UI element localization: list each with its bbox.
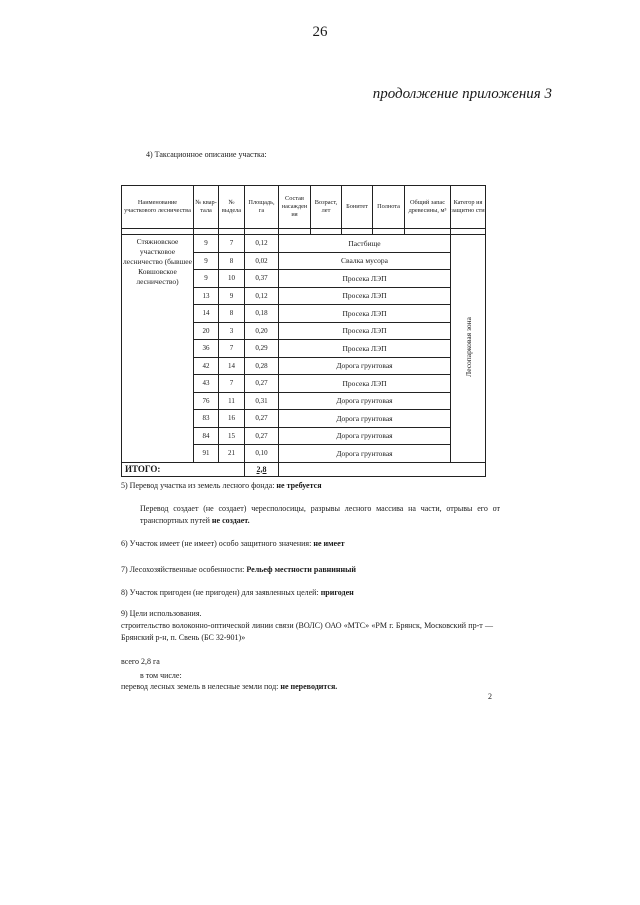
appendix-subtitle: продолжение приложения 3 xyxy=(372,86,552,102)
area-cell: 0,20 xyxy=(245,322,279,340)
item-6-value: не имеет xyxy=(313,539,345,548)
including-line: в том числе: xyxy=(140,671,182,680)
transfer-line xyxy=(121,681,481,693)
header-cell: Состав насажден ия xyxy=(279,186,311,229)
item-9-title: 9) Цели использования. xyxy=(121,609,202,618)
plot-cell: 3 xyxy=(219,322,245,340)
land-category-cell: Просека ЛЭП xyxy=(279,322,451,340)
header-cell: Наименование участкового лесничества xyxy=(122,186,194,229)
plot-cell: 8 xyxy=(219,305,245,323)
land-category-cell: Просека ЛЭП xyxy=(279,287,451,305)
table-header-row xyxy=(122,186,486,229)
quarter-cell: 91 xyxy=(194,445,219,463)
plot-cell: 7 xyxy=(219,375,245,393)
total-label-cell: ИТОГО: xyxy=(122,462,245,476)
item-8-text: 8) Участок пригоден (не пригоден) для заявленных целей: xyxy=(121,588,321,597)
area-cell: 0,37 xyxy=(245,270,279,288)
area-cell: 0,02 xyxy=(245,252,279,270)
item-7-value: Рельеф местности равнинный xyxy=(246,565,356,574)
quarter-cell: 14 xyxy=(194,305,219,323)
land-category-cell: Просека ЛЭП xyxy=(279,375,451,393)
plot-cell: 16 xyxy=(219,410,245,428)
item-6 xyxy=(121,538,501,550)
area-cell: 0,12 xyxy=(245,287,279,305)
plot-cell: 8 xyxy=(219,252,245,270)
land-category-cell: Просека ЛЭП xyxy=(279,270,451,288)
forestry-name-cell: Стяжновское участковое лесничество (бывшее Ковшовское лесничество) xyxy=(122,235,194,463)
item-7 xyxy=(121,564,501,576)
quarter-cell: 13 xyxy=(194,287,219,305)
corner-number: 2 xyxy=(488,692,492,701)
land-category-cell: Дорога грунтовая xyxy=(279,445,451,463)
quarter-cell: 9 xyxy=(194,252,219,270)
item-5-text: 5) Перевод участка из земель лесного фонда: xyxy=(121,481,277,490)
header-cell: № квар-тала xyxy=(194,186,219,229)
total-area-cell: 2,8 xyxy=(245,462,279,476)
plot-cell: 21 xyxy=(219,445,245,463)
item-7-text: 7) Лесохозяйственные особенности: xyxy=(121,565,247,574)
land-category-cell: Пастбище xyxy=(279,235,451,253)
area-cell: 0,29 xyxy=(245,340,279,358)
quarter-cell: 83 xyxy=(194,410,219,428)
header-cell: № выдела xyxy=(219,186,245,229)
total-area-line: всего 2,8 га xyxy=(121,657,160,666)
transfer-text: перевод лесных земель в нелесные земли под: xyxy=(121,682,281,691)
land-category-cell: Дорога грунтовая xyxy=(279,410,451,428)
plot-cell: 9 xyxy=(219,287,245,305)
quarter-cell: 76 xyxy=(194,392,219,410)
item-6-text: 6) Участок имеет (не имеет) особо защитного значения: xyxy=(121,539,314,548)
header-cell: Возраст, лет xyxy=(311,186,342,229)
land-category-cell: Дорога грунтовая xyxy=(279,357,451,375)
land-category-cell: Просека ЛЭП xyxy=(279,305,451,323)
plot-cell: 7 xyxy=(219,235,245,253)
quarter-cell: 9 xyxy=(194,235,219,253)
quarter-cell: 43 xyxy=(194,375,219,393)
land-category-cell: Свалка мусора xyxy=(279,252,451,270)
transfer-value: не переводится. xyxy=(280,682,338,691)
plot-cell: 10 xyxy=(219,270,245,288)
area-cell: 0,10 xyxy=(245,445,279,463)
page-number: 26 xyxy=(312,24,328,40)
quarter-cell: 36 xyxy=(194,340,219,358)
protection-category-label: Лесопарковая зона xyxy=(463,317,473,378)
land-category-cell: Дорога грунтовая xyxy=(279,392,451,410)
item-5 xyxy=(121,480,501,492)
plot-cell: 7 xyxy=(219,340,245,358)
item-5-value: не требуется xyxy=(276,481,322,490)
quarter-cell: 9 xyxy=(194,270,219,288)
item-5-note-value: не создает. xyxy=(211,516,250,525)
total-row xyxy=(122,462,486,476)
area-cell: 0,28 xyxy=(245,357,279,375)
land-category-cell: Просека ЛЭП xyxy=(279,340,451,358)
quarter-cell: 20 xyxy=(194,322,219,340)
plot-cell: 15 xyxy=(219,427,245,445)
area-cell: 0,27 xyxy=(245,410,279,428)
area-cell: 0,27 xyxy=(245,427,279,445)
item-5-note xyxy=(140,503,500,527)
item-8 xyxy=(121,587,501,599)
area-cell: 0,31 xyxy=(245,392,279,410)
quarter-cell: 42 xyxy=(194,357,219,375)
header-cell: Категор ия защитно сти xyxy=(451,186,486,229)
protection-category-cell xyxy=(451,235,486,463)
area-cell: 0,27 xyxy=(245,375,279,393)
total-empty-cell xyxy=(279,462,486,476)
quarter-cell: 84 xyxy=(194,427,219,445)
item-8-value: пригоден xyxy=(320,588,354,597)
header-cell: Общий запас древесины, м³ xyxy=(405,186,451,229)
taxation-table xyxy=(121,185,486,477)
header-cell: Бонитет xyxy=(342,186,373,229)
area-cell: 0,12 xyxy=(245,235,279,253)
table-row xyxy=(122,235,486,253)
land-category-cell: Дорога грунтовая xyxy=(279,427,451,445)
item-9-text: строительство волоконно-оптической линии связи (ВОЛС) ОАО «МТС» «РМ г. Брянск, Московский пр-т — Брянский р-н, п. Свень (БС 32-901)» xyxy=(121,621,493,642)
item-5-note-text: Перевод создает (не создает) чересполосицы, разрывы лесного массива на части, отрывы его от транспортных путей xyxy=(140,504,500,525)
header-cell: Площадь, га xyxy=(245,186,279,229)
area-cell: 0,18 xyxy=(245,305,279,323)
plot-cell: 14 xyxy=(219,357,245,375)
header-cell: Полнота xyxy=(373,186,405,229)
section-title: 4) Таксационное описание участка: xyxy=(146,150,267,159)
plot-cell: 11 xyxy=(219,392,245,410)
